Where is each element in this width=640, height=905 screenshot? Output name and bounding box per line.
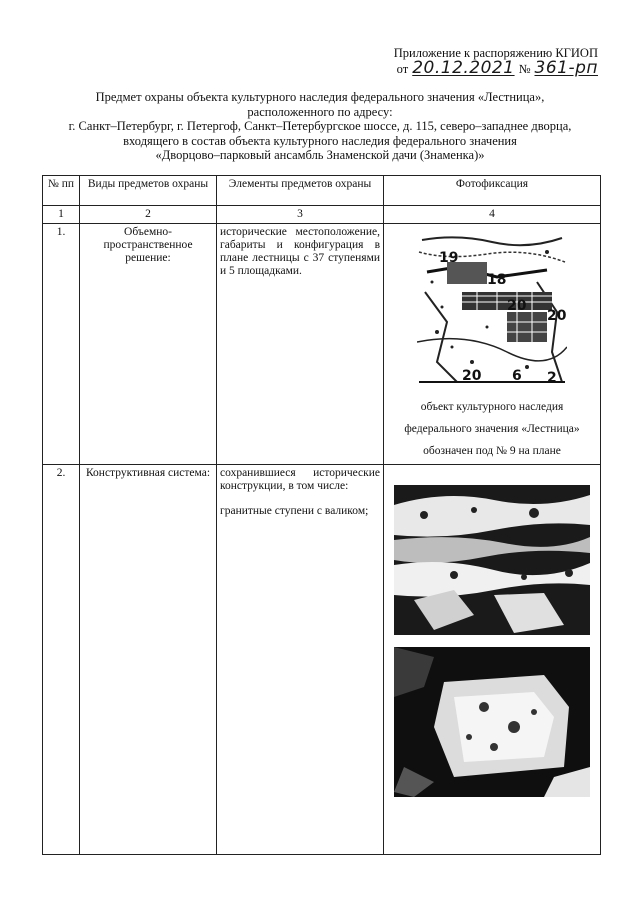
col-number-1: 1 bbox=[43, 206, 80, 224]
row-2-photo-cell bbox=[384, 465, 601, 855]
order-date: 20.12.2021 bbox=[412, 58, 515, 78]
row-2-elements-steps: гранитные ступени с валиком; bbox=[220, 505, 369, 517]
number-label: № bbox=[518, 62, 531, 76]
table-header-row bbox=[43, 176, 601, 206]
granite-detail-photo bbox=[394, 647, 590, 797]
order-number: 361-рп bbox=[534, 58, 598, 78]
protection-table bbox=[42, 175, 601, 855]
header-photo: Фотофиксация bbox=[384, 176, 601, 206]
granite-steps-photo bbox=[394, 485, 590, 635]
map-label: 6 bbox=[512, 368, 522, 384]
row-2-elements-intro: сохранившиеся исторические конструкции, в том числе: bbox=[220, 467, 380, 492]
row-1-elements: исторические местоположение, габариты и конфигурация в плане лестницы с 37 ступенями и 5 площадками. bbox=[217, 224, 384, 465]
row-2-elements bbox=[217, 465, 384, 855]
map-label: 18 bbox=[487, 272, 507, 288]
heading-line-3: г. Санкт–Петербург, г. Петергоф, Санкт–Петербургское шоссе, д. 115, северо–западнее дворца, bbox=[68, 119, 572, 133]
row-2-number: 2. bbox=[43, 465, 80, 855]
heading-line-5: «Дворцово–парковый ансамбль Знаменской дачи (Знаменка)» bbox=[155, 148, 485, 162]
row-1-kind: Объемно-пространственное решение: bbox=[80, 224, 217, 465]
map-label: 19 bbox=[439, 250, 459, 266]
caption-line-2: федерального значения «Лестница» bbox=[404, 423, 580, 435]
row-1-photo-cell bbox=[384, 224, 601, 465]
appendix-header bbox=[338, 46, 598, 77]
row-2-kind: Конструктивная система: bbox=[80, 465, 217, 855]
from-label: от bbox=[396, 62, 409, 76]
map-label: 20 bbox=[462, 368, 482, 384]
heading-line-1: Предмет охраны объекта культурного наследия федерального значения «Лестница», bbox=[95, 90, 545, 104]
heading-line-4: входящего в состав объекта культурного наследия федерального значения bbox=[123, 133, 517, 148]
map-label: 20 bbox=[507, 298, 527, 314]
col-number-3: 3 bbox=[217, 206, 384, 224]
header-number: № пп bbox=[43, 176, 80, 206]
table-row bbox=[43, 465, 601, 855]
appendix-date-number bbox=[338, 58, 598, 78]
photo-caption bbox=[387, 396, 597, 462]
table-numbering-row bbox=[43, 206, 601, 224]
map-label: 20 bbox=[547, 308, 567, 324]
heading-line-2: расположенного по адресу: bbox=[247, 104, 393, 119]
header-elements: Элементы предметов охраны bbox=[217, 176, 384, 206]
table-row bbox=[43, 224, 601, 465]
caption-line-1: объект культурного наследия bbox=[420, 401, 564, 413]
header-kind: Виды предметов охраны bbox=[80, 176, 217, 206]
site-plan-map bbox=[417, 232, 567, 392]
appendix-title: Приложение к распоряжению КГИОП bbox=[393, 46, 598, 60]
col-number-2: 2 bbox=[80, 206, 217, 224]
col-number-4: 4 bbox=[384, 206, 601, 224]
map-label: 2 bbox=[547, 370, 557, 386]
caption-line-3: обозначен под № 9 на плане bbox=[423, 445, 561, 457]
row-1-number: 1. bbox=[43, 224, 80, 465]
document-heading bbox=[30, 90, 610, 163]
